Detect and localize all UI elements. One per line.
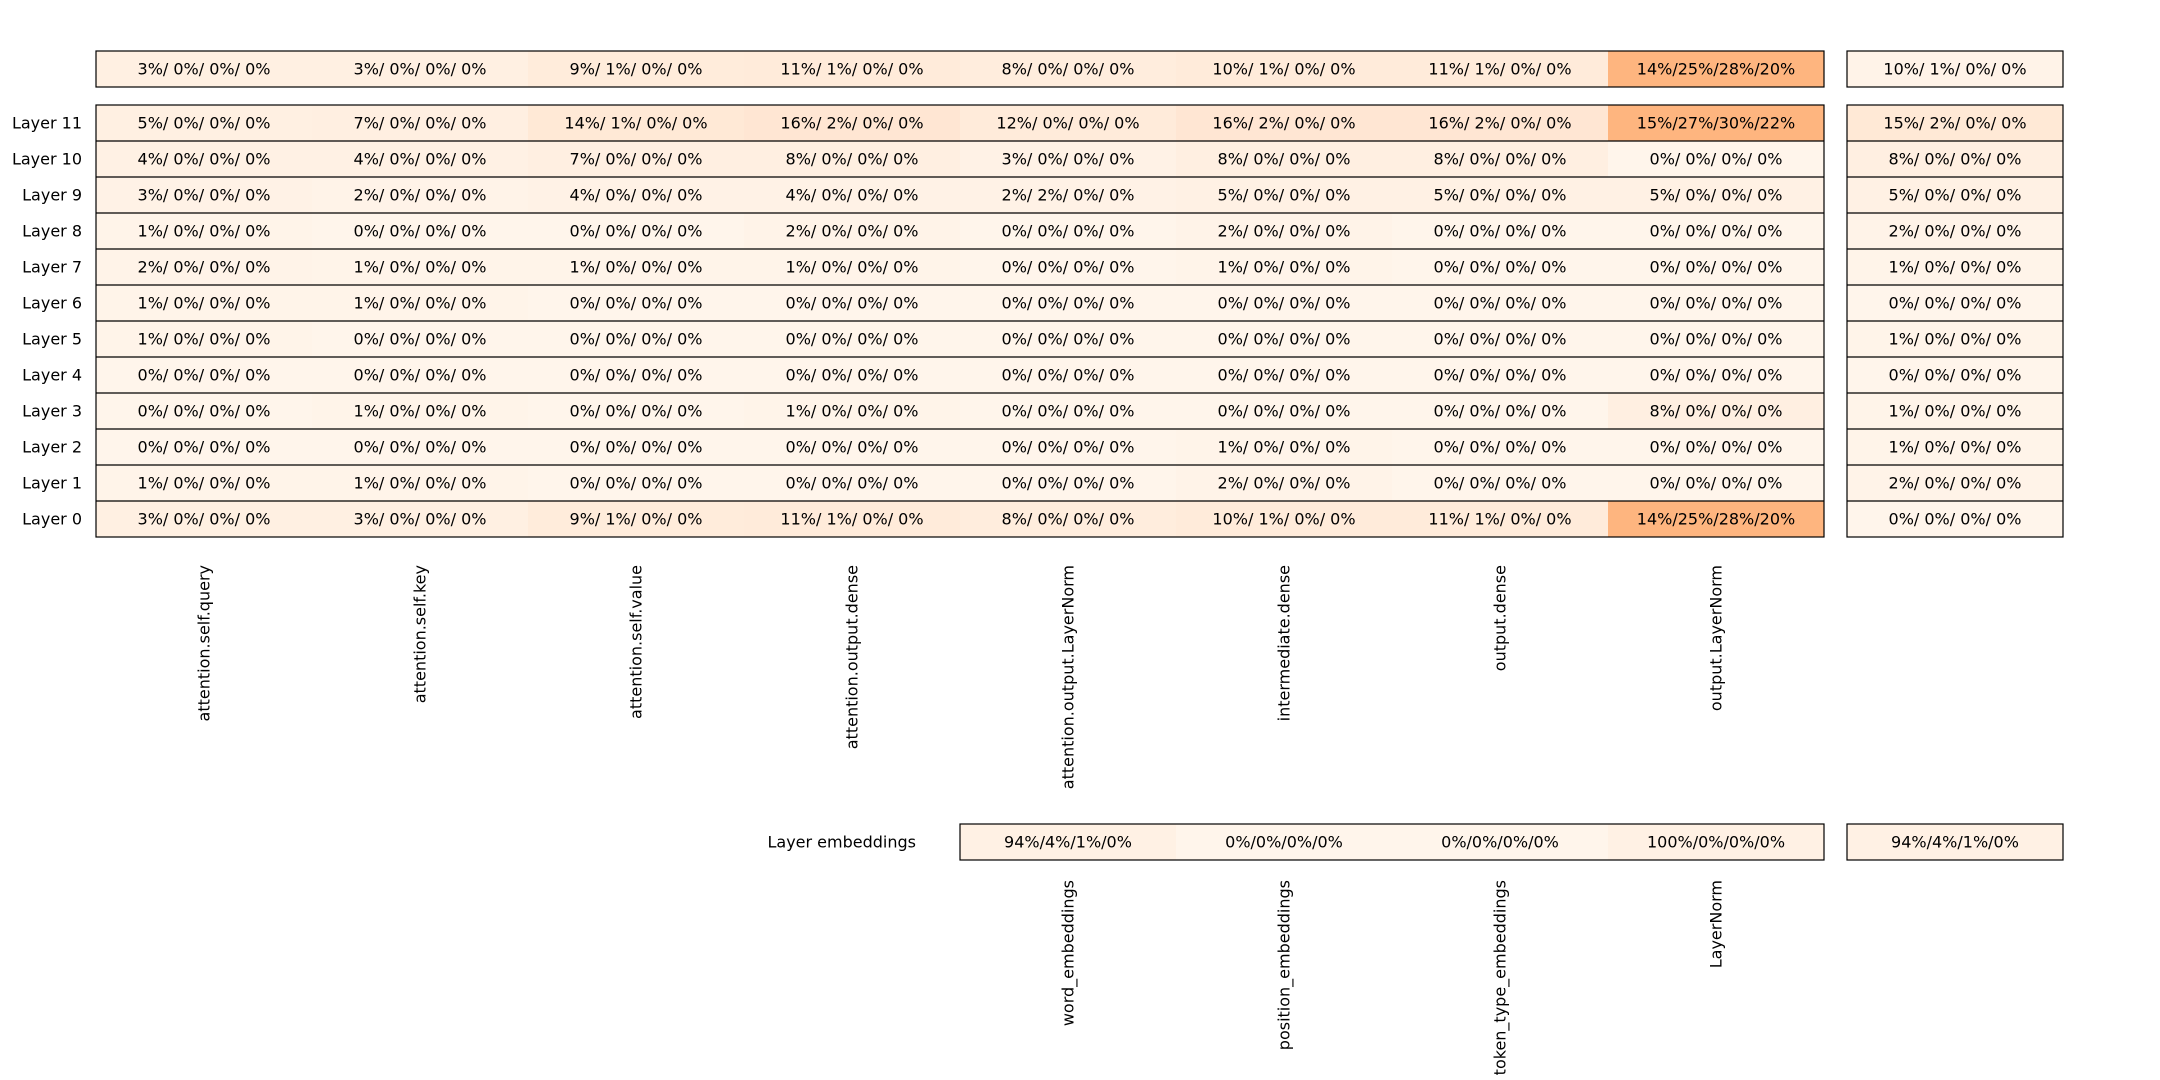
cell-layer-1-3-label: 0%/ 0%/ 0%/ 0% — [785, 473, 919, 493]
cell-layer-6-7-label: 0%/ 0%/ 0%/ 0% — [1649, 293, 1783, 313]
embedding-column-label-word-embeddings: word_embeddings — [1058, 880, 1078, 1027]
cell-layer-7-7-label: 0%/ 0%/ 0%/ 0% — [1649, 257, 1783, 277]
cell-layer-8-1-label: 0%/ 0%/ 0%/ 0% — [353, 221, 487, 241]
row-label-layer-4: Layer 4 — [22, 365, 82, 385]
embedding-column-label-position-embeddings: position_embeddings — [1274, 880, 1294, 1051]
cell-layer-5-5-label: 0%/ 0%/ 0%/ 0% — [1217, 329, 1351, 349]
cell-layer-2-7-label: 0%/ 0%/ 0%/ 0% — [1649, 437, 1783, 457]
cell-layer-6-5-label: 0%/ 0%/ 0%/ 0% — [1217, 293, 1351, 313]
cell-layer-1-4-label: 0%/ 0%/ 0%/ 0% — [1001, 473, 1135, 493]
cell-layer-5-3-label: 0%/ 0%/ 0%/ 0% — [785, 329, 919, 349]
summary-cell-attention-self-value-label: 9%/ 1%/ 0%/ 0% — [569, 59, 703, 79]
cell-layer-4-6-label: 0%/ 0%/ 0%/ 0% — [1433, 365, 1567, 385]
row-total-layer-11-label: 15%/ 2%/ 0%/ 0% — [1883, 113, 2027, 133]
cell-layer-6-4-label: 0%/ 0%/ 0%/ 0% — [1001, 293, 1135, 313]
row-label-layer-6: Layer 6 — [22, 293, 82, 313]
cell-layer-0-4-label: 8%/ 0%/ 0%/ 0% — [1001, 509, 1135, 529]
cell-layer-11-5-label: 16%/ 2%/ 0%/ 0% — [1212, 113, 1356, 133]
cell-layer-5-4-label: 0%/ 0%/ 0%/ 0% — [1001, 329, 1135, 349]
column-label-attention-self-key: attention.self.key — [410, 565, 430, 704]
cell-layer-3-7-label: 8%/ 0%/ 0%/ 0% — [1649, 401, 1783, 421]
cell-layer-9-3-label: 4%/ 0%/ 0%/ 0% — [785, 185, 919, 205]
embedding-cell-word-embeddings-label: 94%/4%/1%/0% — [1004, 832, 1132, 852]
cell-layer-1-2-label: 0%/ 0%/ 0%/ 0% — [569, 473, 703, 493]
cell-layer-10-3-label: 8%/ 0%/ 0%/ 0% — [785, 149, 919, 169]
cell-layer-1-1-label: 1%/ 0%/ 0%/ 0% — [353, 473, 487, 493]
cell-layer-10-6-label: 8%/ 0%/ 0%/ 0% — [1433, 149, 1567, 169]
row-total-layer-0-label: 0%/ 0%/ 0%/ 0% — [1888, 509, 2022, 529]
summary-cell-output-dense-label: 11%/ 1%/ 0%/ 0% — [1428, 59, 1572, 79]
cell-layer-6-3-label: 0%/ 0%/ 0%/ 0% — [785, 293, 919, 313]
cell-layer-8-7-label: 0%/ 0%/ 0%/ 0% — [1649, 221, 1783, 241]
cell-layer-9-6-label: 5%/ 0%/ 0%/ 0% — [1433, 185, 1567, 205]
cell-layer-11-3-label: 16%/ 2%/ 0%/ 0% — [780, 113, 924, 133]
column-label-intermediate-dense: intermediate.dense — [1274, 565, 1294, 722]
cell-layer-6-1-label: 1%/ 0%/ 0%/ 0% — [353, 293, 487, 313]
row-total-layer-4-label: 0%/ 0%/ 0%/ 0% — [1888, 365, 2022, 385]
row-total-layer-1-label: 2%/ 0%/ 0%/ 0% — [1888, 473, 2022, 493]
cell-layer-4-3-label: 0%/ 0%/ 0%/ 0% — [785, 365, 919, 385]
cell-layer-0-1-label: 3%/ 0%/ 0%/ 0% — [353, 509, 487, 529]
column-label-output-dense: output.dense — [1490, 565, 1510, 672]
embeddings-group — [767, 824, 2063, 1075]
row-labels-group — [12, 114, 82, 529]
cell-layer-4-7-label: 0%/ 0%/ 0%/ 0% — [1649, 365, 1783, 385]
cell-layer-4-2-label: 0%/ 0%/ 0%/ 0% — [569, 365, 703, 385]
row-total-layer-9-label: 5%/ 0%/ 0%/ 0% — [1888, 185, 2022, 205]
column-label-output-LayerNorm: output.LayerNorm — [1706, 565, 1726, 712]
cell-layer-5-2-label: 0%/ 0%/ 0%/ 0% — [569, 329, 703, 349]
cell-layer-9-2-label: 4%/ 0%/ 0%/ 0% — [569, 185, 703, 205]
cell-layer-8-5-label: 2%/ 0%/ 0%/ 0% — [1217, 221, 1351, 241]
cell-layer-3-3-label: 1%/ 0%/ 0%/ 0% — [785, 401, 919, 421]
column-label-attention-output-LayerNorm: attention.output.LayerNorm — [1058, 565, 1078, 790]
row-label-layer-11: Layer 11 — [11, 113, 82, 133]
row-label-layer-5: Layer 5 — [22, 329, 82, 349]
cell-layer-5-7-label: 0%/ 0%/ 0%/ 0% — [1649, 329, 1783, 349]
embedding-cell-token-type-embeddings-label: 0%/0%/0%/0% — [1441, 832, 1559, 852]
cell-layer-4-5-label: 0%/ 0%/ 0%/ 0% — [1217, 365, 1351, 385]
summary-row-group — [96, 51, 2063, 87]
cell-layer-2-5-label: 1%/ 0%/ 0%/ 0% — [1217, 437, 1351, 457]
cell-layer-11-2-label: 14%/ 1%/ 0%/ 0% — [564, 113, 708, 133]
cell-layer-11-7-label: 15%/27%/30%/22% — [1636, 113, 1796, 133]
cell-layer-1-0-label: 1%/ 0%/ 0%/ 0% — [137, 473, 271, 493]
row-label-layer-7: Layer 7 — [22, 257, 82, 277]
cell-layer-2-3-label: 0%/ 0%/ 0%/ 0% — [785, 437, 919, 457]
cell-layer-10-4-label: 3%/ 0%/ 0%/ 0% — [1001, 149, 1135, 169]
cell-layer-5-1-label: 0%/ 0%/ 0%/ 0% — [353, 329, 487, 349]
cell-layer-3-4-label: 0%/ 0%/ 0%/ 0% — [1001, 401, 1135, 421]
cell-layer-0-2-label: 9%/ 1%/ 0%/ 0% — [569, 509, 703, 529]
cell-layer-11-1-label: 7%/ 0%/ 0%/ 0% — [353, 113, 487, 133]
column-label-attention-self-value: attention.self.value — [626, 565, 646, 719]
cell-layer-10-1-label: 4%/ 0%/ 0%/ 0% — [353, 149, 487, 169]
row-total-layer-3-label: 1%/ 0%/ 0%/ 0% — [1888, 401, 2022, 421]
cell-layer-3-0-label: 0%/ 0%/ 0%/ 0% — [137, 401, 271, 421]
row-totals-group — [1847, 105, 2063, 537]
cell-layer-4-4-label: 0%/ 0%/ 0%/ 0% — [1001, 365, 1135, 385]
cell-layer-6-2-label: 0%/ 0%/ 0%/ 0% — [569, 293, 703, 313]
embedding-total-cell-label: 94%/4%/1%/0% — [1891, 832, 2019, 852]
embedding-column-label-token-type-embeddings: token_type_embeddings — [1490, 880, 1510, 1076]
cell-layer-8-2-label: 0%/ 0%/ 0%/ 0% — [569, 221, 703, 241]
column-label-attention-output-dense: attention.output.dense — [842, 565, 862, 750]
cell-layer-11-6-label: 16%/ 2%/ 0%/ 0% — [1428, 113, 1572, 133]
cell-layer-0-0-label: 3%/ 0%/ 0%/ 0% — [137, 509, 271, 529]
cell-layer-9-0-label: 3%/ 0%/ 0%/ 0% — [137, 185, 271, 205]
cell-layer-8-6-label: 0%/ 0%/ 0%/ 0% — [1433, 221, 1567, 241]
summary-total-cell-label: 10%/ 1%/ 0%/ 0% — [1883, 59, 2027, 79]
cell-layer-4-1-label: 0%/ 0%/ 0%/ 0% — [353, 365, 487, 385]
cell-layer-10-7-label: 0%/ 0%/ 0%/ 0% — [1649, 149, 1783, 169]
column-label-attention-self-query: attention.self.query — [194, 565, 214, 722]
cell-layer-1-5-label: 2%/ 0%/ 0%/ 0% — [1217, 473, 1351, 493]
cell-layer-9-1-label: 2%/ 0%/ 0%/ 0% — [353, 185, 487, 205]
cell-layer-8-4-label: 0%/ 0%/ 0%/ 0% — [1001, 221, 1135, 241]
embedding-cell-position-embeddings-label: 0%/0%/0%/0% — [1225, 832, 1343, 852]
row-total-layer-8-label: 2%/ 0%/ 0%/ 0% — [1888, 221, 2022, 241]
cell-layer-10-0-label: 4%/ 0%/ 0%/ 0% — [137, 149, 271, 169]
cell-layer-11-4-label: 12%/ 0%/ 0%/ 0% — [996, 113, 1140, 133]
cell-layer-8-0-label: 1%/ 0%/ 0%/ 0% — [137, 221, 271, 241]
row-total-layer-6-label: 0%/ 0%/ 0%/ 0% — [1888, 293, 2022, 313]
row-label-layer-0: Layer 0 — [22, 509, 82, 529]
cell-layer-2-1-label: 0%/ 0%/ 0%/ 0% — [353, 437, 487, 457]
cell-layer-5-0-label: 1%/ 0%/ 0%/ 0% — [137, 329, 271, 349]
cell-layer-7-1-label: 1%/ 0%/ 0%/ 0% — [353, 257, 487, 277]
cell-layer-9-5-label: 5%/ 0%/ 0%/ 0% — [1217, 185, 1351, 205]
embedding-column-label-LayerNorm: LayerNorm — [1706, 880, 1726, 969]
summary-cell-attention-self-key-label: 3%/ 0%/ 0%/ 0% — [353, 59, 487, 79]
cell-layer-1-6-label: 0%/ 0%/ 0%/ 0% — [1433, 473, 1567, 493]
cell-layer-4-0-label: 0%/ 0%/ 0%/ 0% — [137, 365, 271, 385]
cell-layer-7-6-label: 0%/ 0%/ 0%/ 0% — [1433, 257, 1567, 277]
cell-layer-2-0-label: 0%/ 0%/ 0%/ 0% — [137, 437, 271, 457]
cell-layer-7-4-label: 0%/ 0%/ 0%/ 0% — [1001, 257, 1135, 277]
cell-layer-3-1-label: 1%/ 0%/ 0%/ 0% — [353, 401, 487, 421]
cell-layer-2-6-label: 0%/ 0%/ 0%/ 0% — [1433, 437, 1567, 457]
main-grid-group — [96, 105, 1824, 537]
cell-layer-0-3-label: 11%/ 1%/ 0%/ 0% — [780, 509, 924, 529]
cell-layer-9-7-label: 5%/ 0%/ 0%/ 0% — [1649, 185, 1783, 205]
cell-layer-3-5-label: 0%/ 0%/ 0%/ 0% — [1217, 401, 1351, 421]
cell-layer-7-5-label: 1%/ 0%/ 0%/ 0% — [1217, 257, 1351, 277]
cell-layer-0-7-label: 14%/25%/28%/20% — [1636, 509, 1796, 529]
cell-layer-7-2-label: 1%/ 0%/ 0%/ 0% — [569, 257, 703, 277]
cell-layer-6-6-label: 0%/ 0%/ 0%/ 0% — [1433, 293, 1567, 313]
embedding-cell-LayerNorm-label: 100%/0%/0%/0% — [1646, 832, 1786, 852]
row-label-layer-8: Layer 8 — [22, 221, 82, 241]
summary-cell-intermediate-dense-label: 10%/ 1%/ 0%/ 0% — [1212, 59, 1356, 79]
row-label-layer-9: Layer 9 — [22, 185, 82, 205]
cell-layer-3-6-label: 0%/ 0%/ 0%/ 0% — [1433, 401, 1567, 421]
row-total-layer-7-label: 1%/ 0%/ 0%/ 0% — [1888, 257, 2022, 277]
cell-layer-2-2-label: 0%/ 0%/ 0%/ 0% — [569, 437, 703, 457]
cell-layer-0-5-label: 10%/ 1%/ 0%/ 0% — [1212, 509, 1356, 529]
cell-layer-0-6-label: 11%/ 1%/ 0%/ 0% — [1428, 509, 1572, 529]
cell-layer-11-0-label: 5%/ 0%/ 0%/ 0% — [137, 113, 271, 133]
summary-cell-attention-output-dense-label: 11%/ 1%/ 0%/ 0% — [780, 59, 924, 79]
row-label-layer-1: Layer 1 — [22, 473, 82, 493]
row-total-layer-5-label: 1%/ 0%/ 0%/ 0% — [1888, 329, 2022, 349]
column-labels-group — [195, 565, 1726, 789]
cell-layer-5-6-label: 0%/ 0%/ 0%/ 0% — [1433, 329, 1567, 349]
row-total-layer-10-label: 8%/ 0%/ 0%/ 0% — [1888, 149, 2022, 169]
summary-cell-attention-output-LayerNorm-label: 8%/ 0%/ 0%/ 0% — [1001, 59, 1135, 79]
row-label-layer-3: Layer 3 — [22, 401, 82, 421]
cell-layer-2-4-label: 0%/ 0%/ 0%/ 0% — [1001, 437, 1135, 457]
cell-layer-1-7-label: 0%/ 0%/ 0%/ 0% — [1649, 473, 1783, 493]
cell-layer-3-2-label: 0%/ 0%/ 0%/ 0% — [569, 401, 703, 421]
embeddings-row-label: Layer embeddings — [767, 832, 916, 852]
summary-cell-attention-self-query-label: 3%/ 0%/ 0%/ 0% — [137, 59, 271, 79]
cell-layer-10-5-label: 8%/ 0%/ 0%/ 0% — [1217, 149, 1351, 169]
cell-layer-6-0-label: 1%/ 0%/ 0%/ 0% — [137, 293, 271, 313]
cell-layer-7-3-label: 1%/ 0%/ 0%/ 0% — [785, 257, 919, 277]
row-label-layer-10: Layer 10 — [11, 149, 82, 169]
summary-cell-output-LayerNorm-label: 14%/25%/28%/20% — [1636, 59, 1796, 79]
cell-layer-9-4-label: 2%/ 2%/ 0%/ 0% — [1001, 185, 1135, 205]
cell-layer-7-0-label: 2%/ 0%/ 0%/ 0% — [137, 257, 271, 277]
cell-layer-8-3-label: 2%/ 0%/ 0%/ 0% — [785, 221, 919, 241]
row-label-layer-2: Layer 2 — [22, 437, 82, 457]
row-total-layer-2-label: 1%/ 0%/ 0%/ 0% — [1888, 437, 2022, 457]
cell-layer-10-2-label: 7%/ 0%/ 0%/ 0% — [569, 149, 703, 169]
